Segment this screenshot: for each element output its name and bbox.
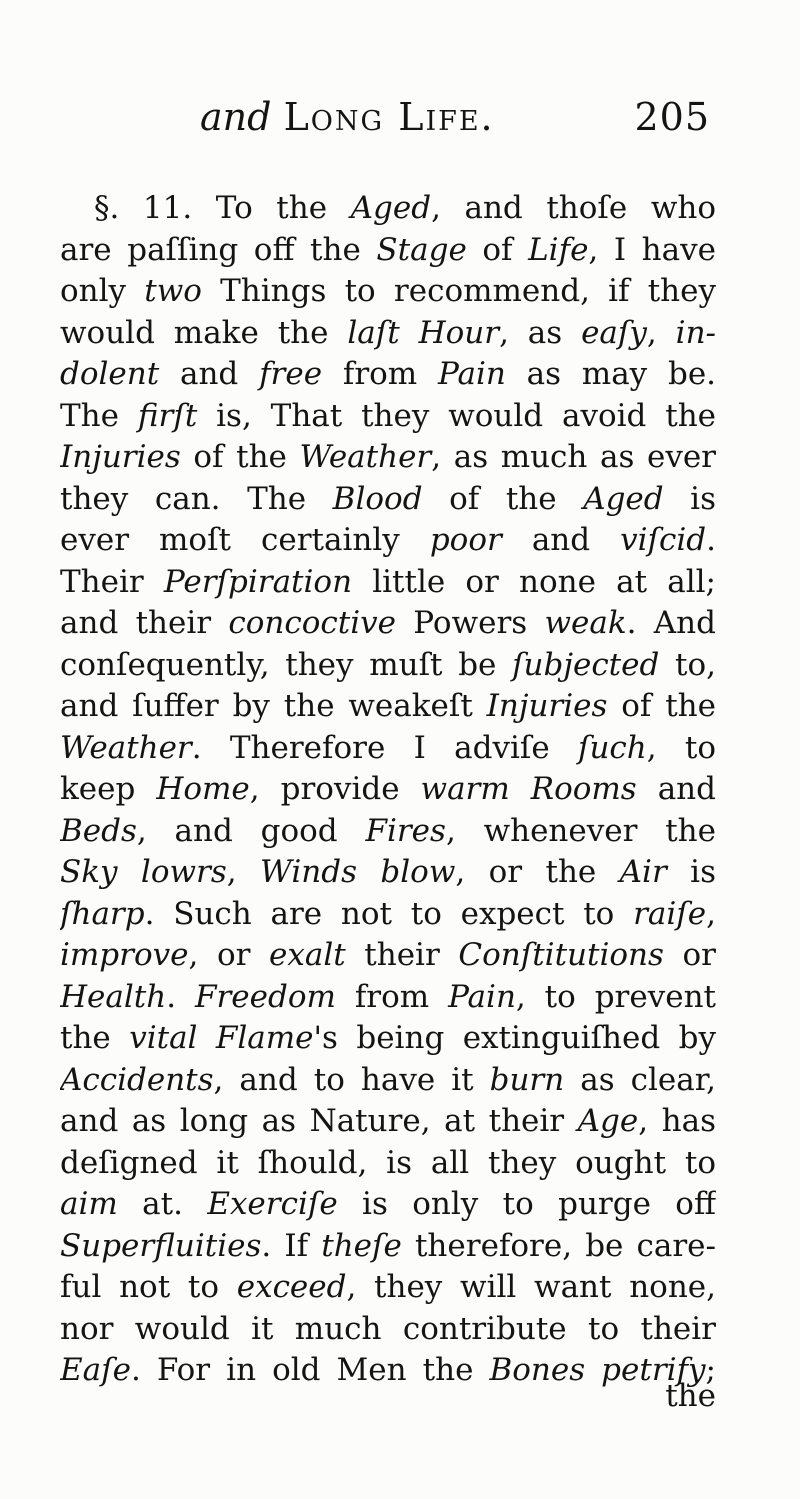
italic-text: Weather: [60, 729, 192, 766]
roman-text: , as much as ever: [431, 439, 716, 475]
roman-text: , or: [188, 937, 270, 973]
text-line: [60, 935, 716, 977]
roman-text: would make the: [60, 314, 348, 351]
italic-text: in-: [675, 314, 716, 351]
text-line: [60, 230, 716, 272]
roman-text: from: [335, 978, 449, 1015]
italic-text: free: [259, 356, 323, 392]
italic-text: Health: [60, 978, 167, 1015]
roman-text: therefore, be care-: [401, 1227, 716, 1264]
text-line: [60, 728, 716, 770]
roman-text: , whenever the: [445, 812, 716, 849]
roman-text: ,: [646, 314, 676, 351]
italic-text: Accidents: [60, 1061, 214, 1098]
text-line: [60, 1350, 716, 1392]
roman-text: , or the: [455, 854, 620, 890]
roman-text: are paſſing off the: [60, 231, 377, 268]
roman-text: of the: [422, 480, 584, 517]
text-line: [60, 479, 716, 521]
italic-text: ſubjected: [512, 646, 660, 683]
roman-text: to,: [659, 646, 716, 683]
text-line: [60, 1267, 716, 1309]
italic-text: Aged: [583, 480, 664, 517]
text-line: [60, 562, 716, 604]
italic-text: ſuch: [577, 729, 647, 766]
italic-text: Weather: [299, 439, 432, 475]
italic-text: Eaſe: [60, 1352, 131, 1388]
running-title-main: Long Life.: [283, 95, 495, 139]
roman-text: and: [636, 771, 716, 807]
italic-text: Beds: [60, 812, 137, 849]
roman-text: deſigned it ſhould, is all they ought to: [60, 1144, 716, 1181]
text-line: [60, 396, 716, 438]
italic-text: exalt: [269, 937, 346, 973]
text-line: [60, 437, 716, 479]
roman-text: from: [322, 356, 438, 392]
text-line: [60, 271, 716, 313]
page-header: [200, 92, 710, 142]
italic-text: Blood: [332, 480, 423, 517]
roman-text: nor would it much contribute to their: [60, 1310, 716, 1347]
italic-text: Superfluities: [60, 1227, 262, 1264]
text-line: [60, 894, 716, 936]
roman-text: , I have: [588, 231, 716, 268]
roman-text: and: [159, 356, 260, 392]
roman-text: as clear,: [564, 1061, 716, 1098]
roman-text: little or none at all;: [352, 563, 716, 600]
text-line: [60, 645, 716, 687]
page-number: 205: [634, 95, 710, 139]
roman-text: Things to recommend, if they: [201, 273, 716, 309]
italic-text: Winds blow: [260, 854, 456, 890]
running-title-italic: and: [200, 95, 272, 139]
italic-text: Perſpiration: [163, 563, 353, 600]
roman-text: ful not to: [60, 1269, 237, 1305]
text-line: [60, 1101, 716, 1143]
text-line: [60, 977, 716, 1019]
roman-text: keep: [60, 771, 157, 807]
roman-text: .: [166, 978, 195, 1015]
italic-text: firſt: [137, 397, 198, 434]
roman-text: is: [663, 480, 716, 517]
roman-text: is, That they would avoid the: [197, 397, 716, 434]
italic-text: exceed: [236, 1269, 347, 1305]
roman-text: conſequently, they muſt be: [60, 646, 513, 683]
roman-text: Powers: [396, 605, 545, 641]
roman-text: , provide: [249, 771, 421, 807]
roman-text: §. 11. To the: [94, 190, 351, 226]
italic-text: vital Flame: [129, 1020, 314, 1056]
roman-text: , and thoſe who: [431, 190, 716, 226]
text-line: [60, 852, 716, 894]
roman-text: The: [60, 397, 138, 434]
italic-text: warm Rooms: [420, 771, 637, 807]
roman-text: at.: [117, 1186, 208, 1222]
text-line: [60, 1309, 716, 1351]
italic-text: laſt Hour: [347, 314, 500, 351]
roman-text: , to: [646, 729, 716, 766]
roman-text: of the: [607, 688, 716, 724]
roman-text: is only to purge off: [337, 1186, 716, 1222]
italic-text: Exerciſe: [207, 1186, 338, 1222]
text-line: [60, 603, 716, 645]
roman-text: and their: [60, 605, 229, 641]
italic-text: Stage: [376, 231, 467, 268]
roman-text: of the: [180, 439, 300, 475]
italic-text: Sky lowrs: [60, 854, 227, 890]
roman-text: . And: [626, 605, 716, 641]
italic-text: ſharp: [60, 895, 145, 932]
roman-text: as may be.: [505, 356, 716, 392]
roman-text: Their: [60, 563, 164, 600]
roman-text: ;: [705, 1352, 716, 1388]
roman-text: , they will want none,: [346, 1269, 716, 1305]
text-line: [60, 1184, 716, 1226]
roman-text: ,: [226, 854, 261, 890]
italic-text: theſe: [321, 1227, 402, 1264]
roman-text: their: [345, 937, 459, 973]
roman-text: and ſuffer by the weakeſt: [60, 688, 487, 724]
text-line: [60, 354, 716, 396]
text-line: [60, 1143, 716, 1185]
roman-text: ,: [706, 895, 716, 932]
italic-text: raiſe: [633, 895, 707, 932]
roman-text: of: [466, 231, 529, 268]
roman-text: , as: [499, 314, 582, 351]
roman-text: . For in old Men the: [130, 1352, 490, 1388]
roman-text: and: [501, 522, 621, 558]
text-line: [60, 188, 716, 230]
italic-text: Aged: [350, 190, 432, 226]
italic-text: poor: [429, 522, 502, 558]
italic-text: eaſy: [581, 314, 647, 351]
italic-text: concoctive: [228, 605, 396, 641]
roman-text: , and good: [136, 812, 366, 849]
italic-text: Life: [528, 231, 589, 268]
roman-text: they can. The: [60, 480, 333, 517]
roman-text: . If: [261, 1227, 322, 1264]
roman-text: is: [666, 854, 716, 890]
text-line: [60, 1226, 716, 1268]
roman-text: and as long as Nature, at their: [60, 1103, 578, 1139]
roman-text: only: [60, 273, 145, 309]
text-line: [60, 769, 716, 811]
roman-text: . Such are not to expect to: [144, 895, 634, 932]
text-line: [60, 1060, 716, 1102]
roman-text: , and to have it: [213, 1061, 490, 1098]
text-line: [60, 520, 716, 562]
roman-text: , to prevent: [515, 978, 716, 1015]
italic-text: Pain: [438, 356, 506, 392]
body-text: [60, 188, 716, 1392]
italic-text: Freedom: [194, 978, 336, 1015]
italic-text: burn: [489, 1061, 565, 1098]
roman-text: ever moſt certainly: [60, 522, 430, 558]
text-line: [60, 811, 716, 853]
italic-text: aim: [60, 1186, 118, 1222]
italic-text: Home: [156, 771, 250, 807]
roman-text: , has: [638, 1103, 716, 1139]
italic-text: Fires: [365, 812, 446, 849]
italic-text: two: [144, 273, 202, 309]
italic-text: Injuries: [486, 688, 608, 724]
text-line: [60, 1018, 716, 1060]
italic-text: viſcid: [620, 522, 707, 558]
italic-text: Age: [577, 1103, 639, 1139]
roman-text: . Therefore I adviſe: [191, 729, 578, 766]
italic-text: Conſtitutions: [458, 937, 664, 973]
roman-text: the: [60, 1020, 130, 1056]
italic-text: Air: [619, 854, 667, 890]
catchword: the: [665, 1378, 716, 1414]
italic-text: improve: [60, 937, 189, 973]
roman-text: 's being extinguiſhed by: [313, 1020, 716, 1056]
text-line: [60, 313, 716, 355]
italic-text: weak: [544, 605, 627, 641]
text-line: [60, 686, 716, 728]
roman-text: or: [663, 937, 716, 973]
italic-text: Pain: [448, 978, 516, 1015]
italic-text: Bones petrify: [489, 1352, 706, 1388]
italic-text: Injuries: [60, 439, 181, 475]
roman-text: .: [706, 522, 716, 558]
running-title: [200, 92, 495, 142]
italic-text: dolent: [60, 356, 160, 392]
